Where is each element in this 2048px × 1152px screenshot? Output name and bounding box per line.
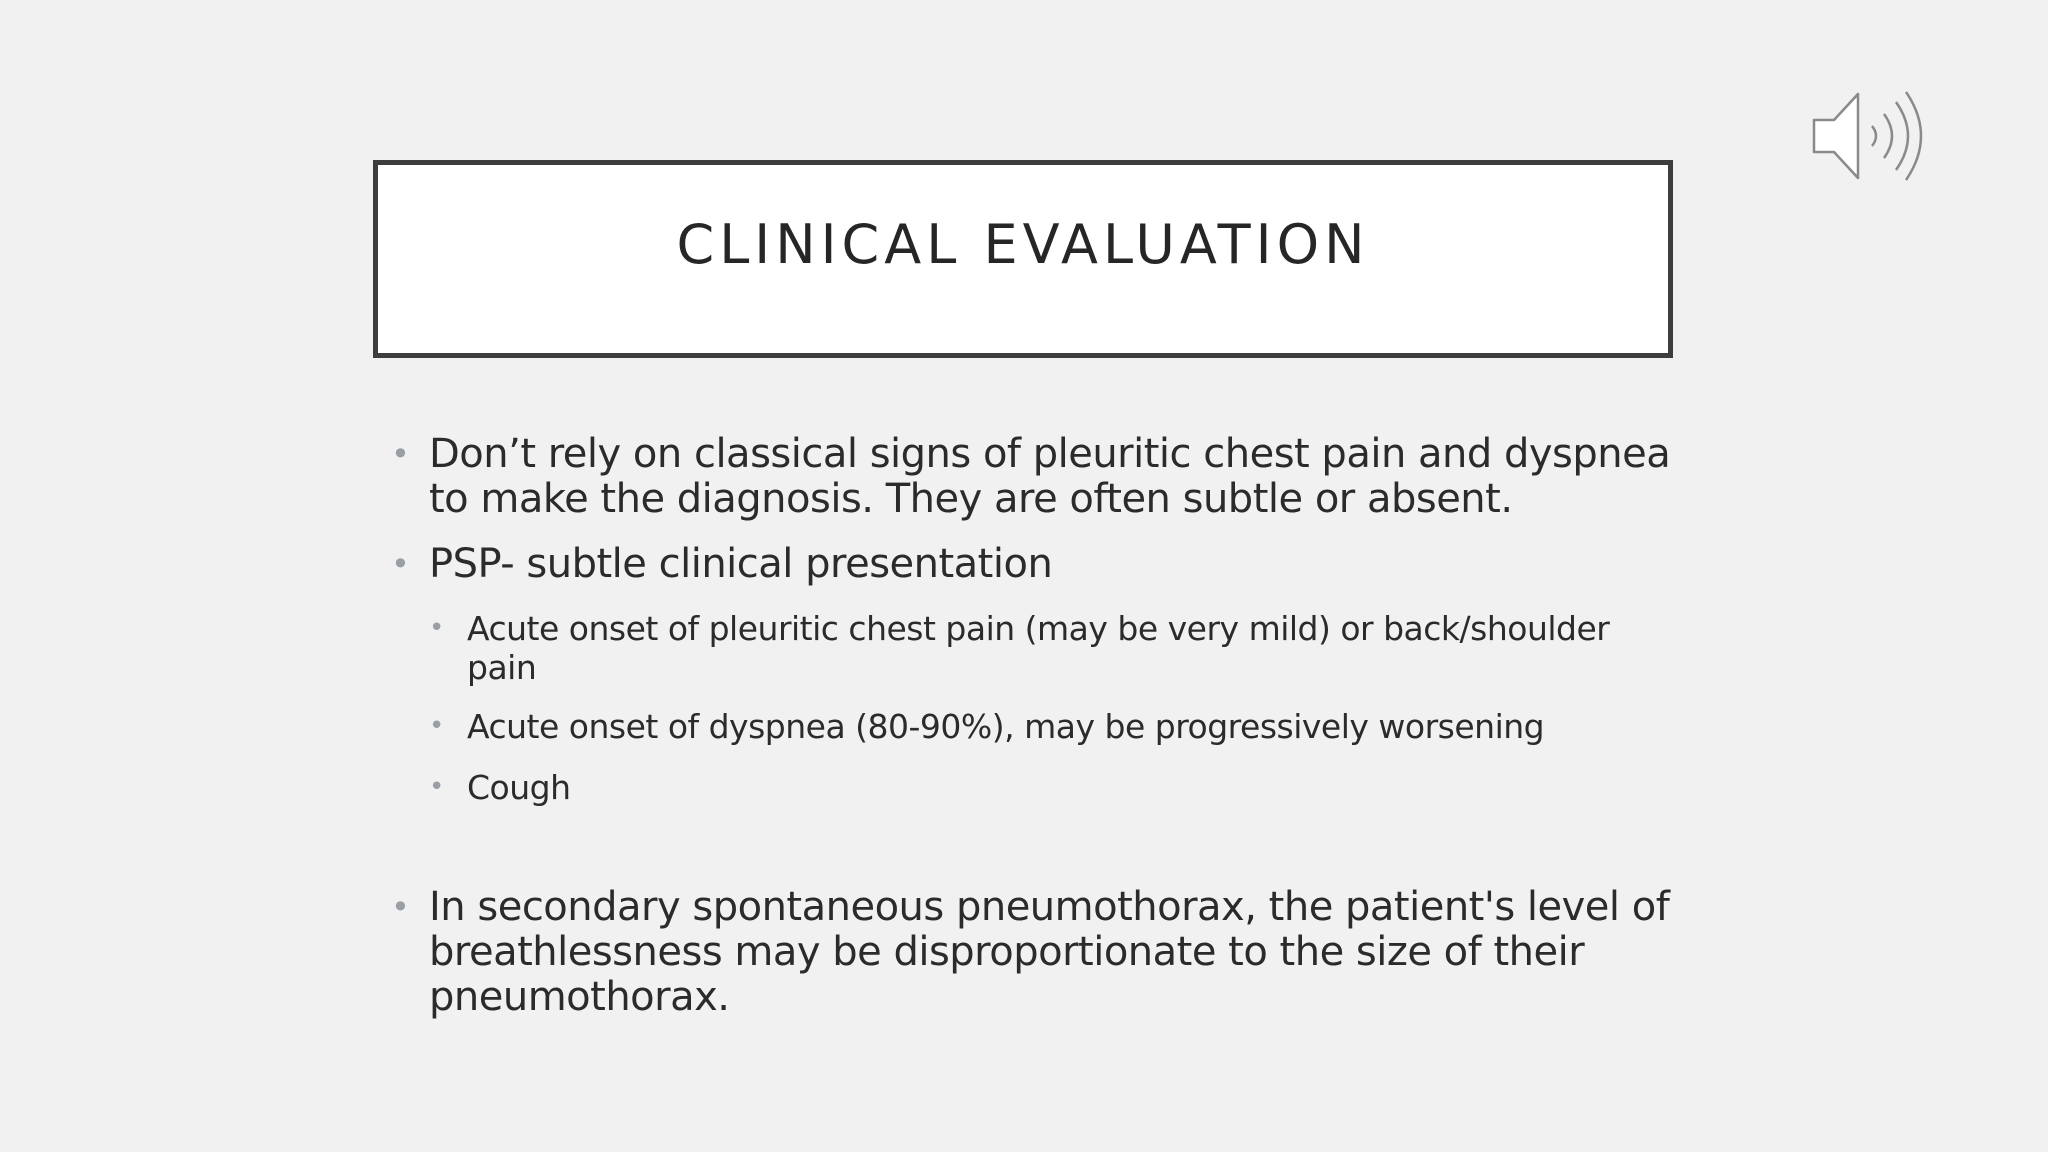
sub-bullet-item <box>385 707 1685 746</box>
bullet-item <box>385 542 1685 587</box>
bullet-dot: • <box>391 888 410 926</box>
bullet-item <box>385 432 1685 522</box>
slide-title: CLINICAL EVALUATION <box>676 213 1370 276</box>
bullet-dot: • <box>429 613 444 643</box>
bullet-dot: • <box>391 435 410 473</box>
bullet-text: In secondary spontaneous pneumothorax, the patient's level of breathlessness may be disproportionate to the size of their pneumothorax. <box>429 884 1670 1020</box>
bullet-text: Don’t rely on classical signs of pleuritic chest pain and dyspnea to make the diagnosis. They are often subtle or absent. <box>429 431 1671 522</box>
bullet-dot: • <box>429 772 444 802</box>
bullet-text: PSP- subtle clinical presentation <box>429 541 1053 587</box>
bullet-dot: • <box>429 711 444 741</box>
sub-bullet-text: Acute onset of dyspnea (80-90%), may be progressively worsening <box>467 707 1545 746</box>
speaker-icon[interactable] <box>1808 88 1930 184</box>
slide-content <box>385 432 1685 1020</box>
bullet-item <box>385 885 1685 1020</box>
sub-bullet-item <box>385 768 1685 807</box>
bullet-dot: • <box>391 545 410 583</box>
title-box <box>373 160 1673 358</box>
sub-bullet-item <box>385 609 1685 687</box>
sub-bullet-text: Cough <box>467 768 571 807</box>
sub-bullet-text: Acute onset of pleuritic chest pain (may be very mild) or back/shoulder pain <box>467 609 1610 687</box>
